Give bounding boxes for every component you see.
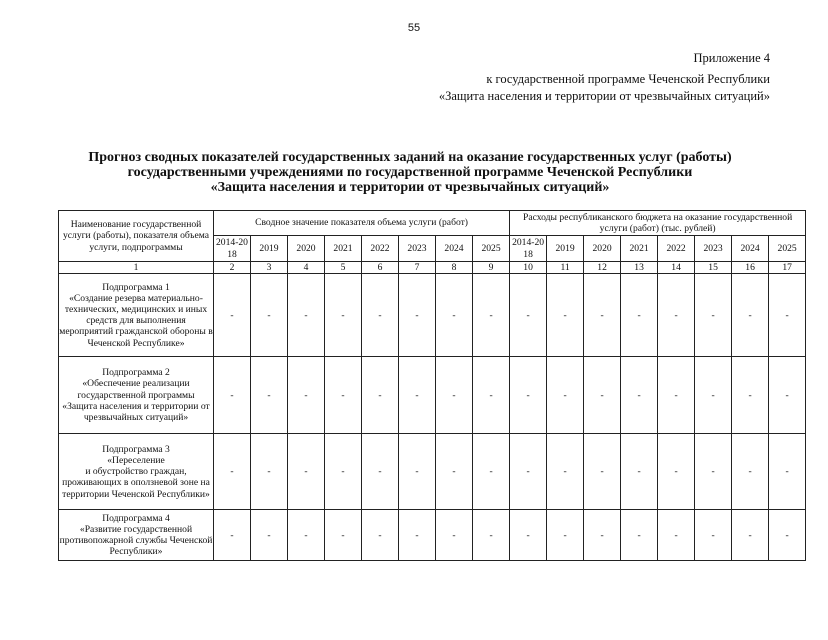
- value-cell: -: [658, 434, 695, 510]
- column-number: 6: [362, 262, 399, 274]
- value-cell: -: [547, 274, 584, 357]
- table-row: [59, 274, 806, 357]
- value-cell: -: [399, 357, 436, 434]
- subprogram-name: Подпрограмма 4 «Развитие государственной противопожарной службы Чеченской Республики»: [59, 510, 214, 561]
- value-cell: -: [362, 357, 399, 434]
- value-cell: -: [695, 434, 732, 510]
- column-number: 15: [695, 262, 732, 274]
- value-cell: -: [436, 510, 473, 561]
- document-title: [40, 150, 780, 195]
- value-cell: -: [695, 510, 732, 561]
- year-header: 2014-2018: [214, 236, 251, 262]
- value-cell: -: [658, 510, 695, 561]
- value-cell: -: [769, 274, 806, 357]
- title-line-3: «Защита населения и территории от чрезвычайных ситуаций»: [210, 180, 610, 195]
- value-cell: -: [436, 357, 473, 434]
- value-cell: -: [547, 434, 584, 510]
- value-cell: -: [732, 274, 769, 357]
- table-body: [59, 274, 806, 561]
- value-cell: -: [547, 510, 584, 561]
- value-cell: -: [584, 510, 621, 561]
- value-cell: -: [251, 510, 288, 561]
- value-cell: -: [473, 274, 510, 357]
- column-number: 10: [510, 262, 547, 274]
- value-cell: -: [621, 434, 658, 510]
- value-cell: -: [251, 434, 288, 510]
- header-group-expenses: Расходы республиканского бюджета на оказание государственной услуги (работ) (тыс. рублей): [510, 211, 806, 236]
- year-header: 2019: [251, 236, 288, 262]
- value-cell: -: [436, 434, 473, 510]
- value-cell: -: [251, 357, 288, 434]
- value-cell: -: [325, 357, 362, 434]
- year-header: 2020: [584, 236, 621, 262]
- header-row-groups: [59, 211, 806, 236]
- value-cell: -: [510, 357, 547, 434]
- column-number: 13: [621, 262, 658, 274]
- value-cell: -: [473, 357, 510, 434]
- column-number: 9: [473, 262, 510, 274]
- value-cell: -: [621, 357, 658, 434]
- table-row: [59, 434, 806, 510]
- value-cell: -: [732, 510, 769, 561]
- subprogram-name: Подпрограмма 2 «Обеспечение реализации государственной программы «Защита населения и территории от чрезвычайных ситуаций»: [59, 357, 214, 434]
- subprogram-name: Подпрограмма 3 «Переселение и обустройство граждан, проживающих в оползневой зоне на территории Чеченской Республики»: [59, 434, 214, 510]
- value-cell: -: [288, 510, 325, 561]
- year-header: 2023: [399, 236, 436, 262]
- appendix-reference: [439, 71, 770, 105]
- column-number: 12: [584, 262, 621, 274]
- value-cell: -: [769, 357, 806, 434]
- year-header: 2021: [325, 236, 362, 262]
- value-cell: -: [584, 434, 621, 510]
- value-cell: -: [658, 274, 695, 357]
- value-cell: -: [325, 434, 362, 510]
- value-cell: -: [399, 274, 436, 357]
- value-cell: -: [621, 274, 658, 357]
- year-header: 2019: [547, 236, 584, 262]
- value-cell: -: [584, 357, 621, 434]
- value-cell: -: [288, 274, 325, 357]
- value-cell: -: [362, 274, 399, 357]
- column-number: 16: [732, 262, 769, 274]
- table-row: [59, 357, 806, 434]
- title-line-2: государственными учреждениями по государственной программе Чеченской Республики: [127, 165, 693, 180]
- value-cell: -: [325, 274, 362, 357]
- value-cell: -: [362, 510, 399, 561]
- value-cell: -: [399, 510, 436, 561]
- value-cell: -: [214, 434, 251, 510]
- table-row: [59, 510, 806, 561]
- value-cell: -: [510, 274, 547, 357]
- year-header: 2020: [288, 236, 325, 262]
- value-cell: -: [769, 510, 806, 561]
- year-header: 2025: [769, 236, 806, 262]
- year-header: 2024: [732, 236, 769, 262]
- column-number: 3: [251, 262, 288, 274]
- column-number: 4: [288, 262, 325, 274]
- value-cell: -: [547, 357, 584, 434]
- value-cell: -: [214, 510, 251, 561]
- column-number: 14: [658, 262, 695, 274]
- header-row-column-numbers: [59, 262, 806, 274]
- year-header: 2021: [621, 236, 658, 262]
- header-group-volume: Сводное значение показателя объема услуги (работ): [214, 211, 510, 236]
- value-cell: -: [362, 434, 399, 510]
- header-name: Наименование государственной услуги (работы), показателя объема услуги, подпрограммы: [59, 211, 214, 262]
- value-cell: -: [214, 357, 251, 434]
- value-cell: -: [510, 510, 547, 561]
- value-cell: -: [695, 357, 732, 434]
- value-cell: -: [325, 510, 362, 561]
- value-cell: -: [732, 434, 769, 510]
- subprogram-name: Подпрограмма 1 «Создание резерва материально-технических, медицинских и иных средств для выполнения мероприятий гражданской обороны в Чеченской Республике»: [59, 274, 214, 357]
- page-number: 55: [407, 22, 421, 34]
- value-cell: -: [621, 510, 658, 561]
- appendix-line-2: «Защита населения и территории от чрезвычайных ситуаций»: [438, 89, 770, 103]
- value-cell: -: [288, 434, 325, 510]
- value-cell: -: [732, 357, 769, 434]
- appendix-line-1: к государственной программе Чеченской Республики: [486, 72, 770, 86]
- year-header: 2014-2018: [510, 236, 547, 262]
- value-cell: -: [695, 274, 732, 357]
- column-number: 17: [769, 262, 806, 274]
- value-cell: -: [473, 434, 510, 510]
- column-number: 1: [59, 262, 214, 274]
- value-cell: -: [214, 274, 251, 357]
- column-number: 5: [325, 262, 362, 274]
- column-number: 11: [547, 262, 584, 274]
- value-cell: -: [769, 434, 806, 510]
- appendix-title: Приложение 4: [693, 51, 770, 65]
- year-header: 2025: [473, 236, 510, 262]
- value-cell: -: [399, 434, 436, 510]
- value-cell: -: [436, 274, 473, 357]
- value-cell: -: [473, 510, 510, 561]
- column-number: 8: [436, 262, 473, 274]
- indicators-table: [58, 210, 806, 561]
- year-header: 2022: [658, 236, 695, 262]
- year-header: 2024: [436, 236, 473, 262]
- year-header: 2022: [362, 236, 399, 262]
- value-cell: -: [288, 357, 325, 434]
- column-number: 2: [214, 262, 251, 274]
- value-cell: -: [251, 274, 288, 357]
- title-line-1: Прогноз сводных показателей государственных заданий на оказание государственных услуг (работы): [88, 150, 732, 165]
- value-cell: -: [510, 434, 547, 510]
- value-cell: -: [658, 357, 695, 434]
- column-number: 7: [399, 262, 436, 274]
- value-cell: -: [584, 274, 621, 357]
- year-header: 2023: [695, 236, 732, 262]
